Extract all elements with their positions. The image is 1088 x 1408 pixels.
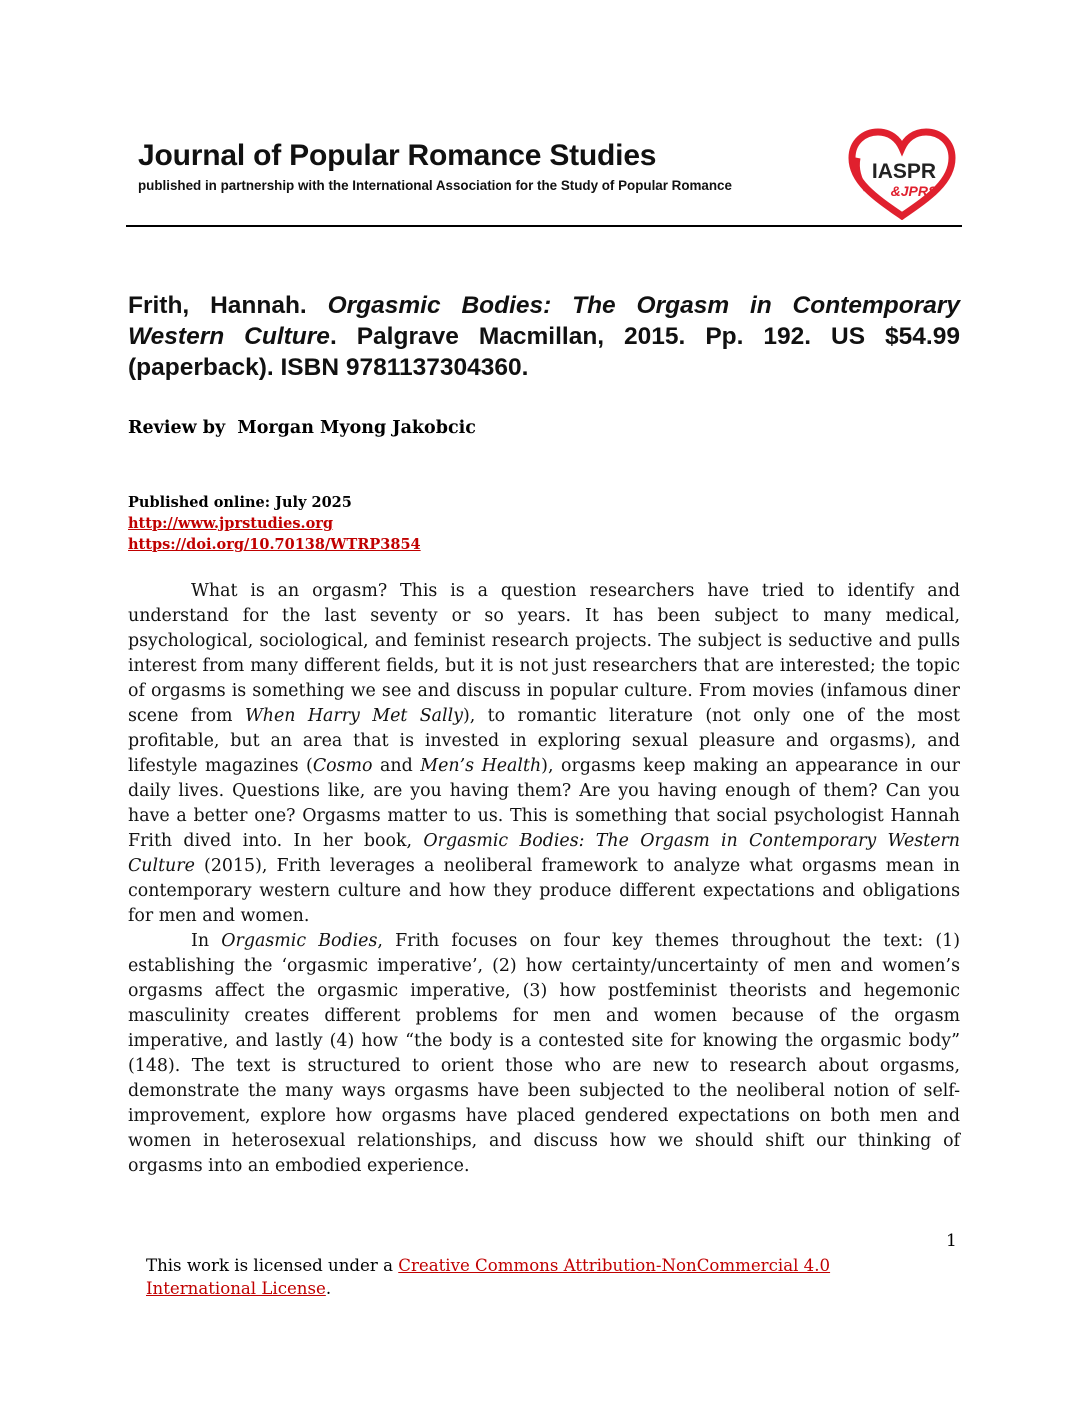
publication-info bbox=[128, 492, 421, 555]
page-number: 1 bbox=[946, 1231, 957, 1251]
journal-title: Journal of Popular Romance Studies bbox=[138, 139, 657, 172]
reviewer-line: Review by Morgan Myong Jakobcic bbox=[128, 418, 476, 438]
p1-text-b: ), to romantic literature (not only one of the most profitable, but an area that is invested in exploring sexual pleasure and orgasms), and lifestyle magazines ( bbox=[128, 706, 960, 776]
logo-text-jprs: &JPRS bbox=[890, 183, 938, 199]
citation-author: Frith, Hannah. bbox=[128, 292, 307, 319]
license-link[interactable]: Creative Commons Attribution-NonCommercial 4.0 International License bbox=[146, 1256, 831, 1298]
citation-publisher-details: . Palgrave Macmillan, 2015. Pp. 192. US $54.99 (paperback). ISBN 9781137304360. bbox=[128, 323, 960, 381]
review-body bbox=[128, 579, 960, 1179]
p1-text-d: ), orgasms keep making an appearance in our daily lives. Questions like, are you having them? Are you having enough of them? Can you have a better one? Orgasms matter to us. This is something that social psychologist Hannah Frith dived into. In her book, bbox=[128, 756, 960, 851]
p1-magazine-2: Men’s Health bbox=[420, 756, 542, 776]
book-citation bbox=[128, 290, 960, 383]
paragraph-1 bbox=[128, 579, 960, 929]
p2-text-a: In bbox=[191, 931, 222, 951]
p1-film-title: When Harry Met Sally bbox=[244, 706, 463, 726]
journal-subtitle: published in partnership with the International Association for the Study of Popular Romance bbox=[138, 178, 732, 193]
license-notice bbox=[146, 1254, 846, 1300]
iaspr-heart-logo bbox=[848, 128, 956, 220]
paragraph-2 bbox=[128, 929, 960, 1179]
p1-book-title: Orgasmic Bodies: The Orgasm in Contemporary Western Culture bbox=[128, 831, 960, 876]
p1-text-c: and bbox=[372, 756, 421, 776]
license-prefix: This work is licensed under a bbox=[146, 1256, 399, 1275]
header-rule bbox=[126, 225, 962, 227]
p1-text-e: (2015), Frith leverages a neoliberal framework to analyze what orgasms mean in contemporary western culture and how they produce different expectations and obligations for men and women. bbox=[128, 856, 960, 926]
doi-link[interactable]: https://doi.org/10.70138/WTRP3854 bbox=[128, 536, 421, 553]
p1-text-a: What is an orgasm? This is a question researchers have tried to identify and understand for the last seventy or so years. It has been subject to many medical, psychological, sociological, and feminist research projects. The subject is seductive and pulls interest from many different fields, but it is not just researchers that are interested; the topic of orgasms is something we see and discuss in popular culture. From movies (infamous diner scene from bbox=[128, 581, 960, 726]
journal-site-link[interactable]: http://www.jprstudies.org bbox=[128, 515, 334, 532]
p2-text-b: , Frith focuses on four key themes throughout the text: (1) establishing the ‘orgasmic imperative’, (2) how certainty/uncertainty of men and women’s orgasms affect the orgasmic imperative, (3) how postfeminist theorists and hegemonic masculinity creates different problems for men and women because of the orgasm imperative, and lastly (4) how “the body is a contested site for knowing the orgasmic body” (148). The text is structured to orient those who are new to research about orgasms, demonstrate the many ways orgasms have been subjected to the neoliberal notion of self-improvement, explore how orgasms have placed gendered expectations on both men and women in heterosexual relationships, and discuss how we should shift our thinking of orgasms into an embodied experience. bbox=[128, 931, 961, 1176]
p1-magazine-1: Cosmo bbox=[312, 756, 373, 776]
logo-text-iaspr: IASPR bbox=[871, 160, 937, 183]
license-suffix: . bbox=[325, 1279, 332, 1298]
published-date: Published online: July 2025 bbox=[128, 494, 352, 511]
p2-book-title: Orgasmic Bodies bbox=[221, 931, 378, 951]
citation-book-title: Orgasmic Bodies: The Orgasm in Contemporary Western Culture bbox=[128, 292, 960, 350]
masthead bbox=[138, 138, 838, 193]
